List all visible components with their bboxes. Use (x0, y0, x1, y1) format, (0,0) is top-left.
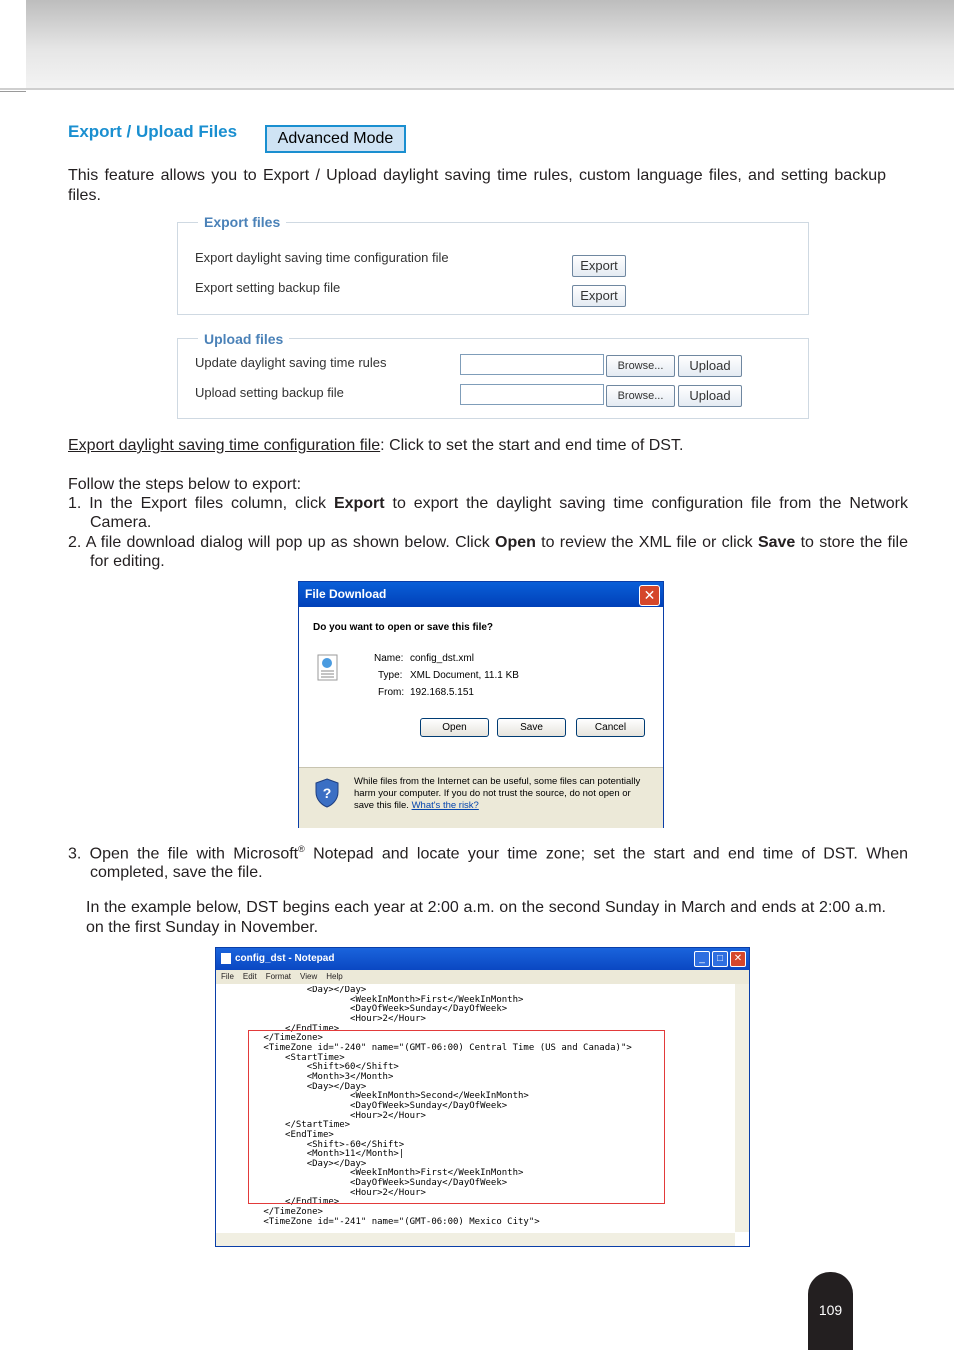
export-backup-button[interactable]: Export (572, 285, 626, 307)
notepad-app-icon (221, 953, 231, 964)
menu-file[interactable]: File (221, 972, 234, 981)
dialog-title: File Download (299, 582, 663, 607)
shield-icon (314, 778, 340, 808)
notepad-line: <TimeZone id="-241" name="(GMT-06:00) Mexico City"> (220, 1216, 540, 1227)
step-1-text-a: 1. In the Export files column, click (68, 495, 334, 512)
step-2-text-c: to store the file for editing. (90, 534, 909, 570)
upload-backup-label: Upload setting backup file (195, 385, 344, 400)
export-dst-term: Export daylight saving time configuration file (68, 437, 381, 454)
header-notch-rule (0, 91, 26, 92)
close-icon[interactable]: ✕ (730, 951, 746, 967)
type-label: Type: (378, 670, 403, 681)
export-backup-label: Export setting backup file (195, 280, 341, 295)
steps-intro: Follow the steps below to export: (68, 476, 302, 493)
upload-dst-browse-button[interactable]: Browse... (606, 355, 675, 377)
type-value: XML Document, 11.1 KB (410, 670, 519, 681)
warning-text: While files from the Internet can be useful, some files can potentially harm your computer. If you do not trust the source, do not open or save this file. (354, 776, 641, 811)
risk-link[interactable]: What's the risk? (411, 800, 479, 811)
upload-files-legend: Upload files (198, 331, 289, 347)
vertical-scrollbar[interactable] (735, 984, 749, 1232)
notepad-line: <WeekInMonth>First</WeekInMonth> (220, 1168, 524, 1179)
save-button[interactable]: Save (497, 718, 566, 737)
notepad-line: <DayOfWeek>Sunday</DayOfWeek> (220, 1004, 508, 1015)
xml-file-icon (316, 654, 340, 682)
horizontal-scrollbar[interactable] (216, 1233, 735, 1246)
export-files-panel (177, 222, 809, 315)
export-dst-description (68, 436, 886, 456)
notepad-line: </TimeZone> (220, 1033, 323, 1044)
step-3 (68, 840, 908, 882)
upload-dst-label: Update daylight saving time rules (195, 355, 387, 370)
notepad-line: <Shift>60</Shift> (220, 1062, 399, 1073)
header-rule (0, 88, 954, 90)
export-dst-desc-text: : Click to set the start and end time of DST. (380, 437, 684, 454)
menu-help[interactable]: Help (326, 972, 343, 981)
notepad-line: </StartTime> (220, 1120, 351, 1131)
step-1-text-b: to export the daylight saving time configuration file from the Network Camera. (90, 495, 908, 531)
menu-view[interactable]: View (300, 972, 318, 981)
minimize-icon[interactable]: _ (694, 951, 710, 967)
notepad-titlebar (216, 948, 749, 970)
name-value: config_dst.xml (410, 653, 474, 664)
notepad-line: <Hour>2</Hour> (220, 1187, 426, 1198)
step-2-bold-open: Open (495, 534, 536, 551)
notepad-line: <WeekInMonth>Second</WeekInMonth> (220, 1091, 529, 1102)
upload-dst-file-input[interactable] (460, 354, 604, 375)
highlight-box (248, 1030, 665, 1204)
export-dst-button[interactable]: Export (572, 255, 626, 277)
notepad-line: </EndTime> (220, 1197, 340, 1208)
export-files-legend: Export files (198, 214, 286, 230)
notepad-line: <Month>3</Month> (220, 1071, 394, 1082)
from-label: From: (378, 687, 405, 698)
step-2-bold-save: Save (757, 534, 796, 551)
registered-mark: ® (298, 844, 305, 854)
advanced-mode-badge: Advanced Mode (265, 125, 406, 153)
upload-backup-button[interactable]: Upload (678, 385, 742, 407)
header-band (0, 0, 954, 90)
svg-text:?: ? (322, 785, 332, 801)
notepad-line: <Month>11</Month>| (220, 1149, 405, 1160)
intro-paragraph: This feature allows you to Export / Upload daylight saving time rules, custom language files, and setting backup files. (68, 167, 886, 204)
notepad-line: <EndTime> (220, 1129, 334, 1140)
notepad-line: <Day></Day> (220, 986, 367, 995)
close-icon[interactable]: ✕ (639, 585, 660, 606)
section-title: Export / Upload Files (68, 122, 238, 141)
notepad-line: <TimeZone id="-240" name="(GMT-06:00) Central Time (US and Canada)"> (220, 1042, 632, 1053)
notepad-title: config_dst - Notepad (235, 953, 335, 964)
dialog-warning-text (354, 776, 650, 812)
maximize-icon[interactable]: □ (712, 951, 728, 967)
open-button[interactable]: Open (420, 718, 489, 737)
notepad-line: <WeekInMonth>First</WeekInMonth> (220, 994, 524, 1005)
notepad-line: <Hour>2</Hour> (220, 1013, 426, 1024)
step-2 (68, 533, 908, 571)
menu-format[interactable]: Format (265, 972, 292, 981)
header-notch (0, 0, 26, 92)
step-1 (68, 494, 908, 532)
step-3-text-b: Notepad and locate your time zone; set the start and end time of DST. When completed, save the file. (90, 845, 908, 882)
example-paragraph: In the example below, DST begins each year at 2:00 a.m. on the second Sunday in March and ends at 2:00 a.m. on the first Sunday in November. (86, 899, 886, 936)
step-2-text-a: 2. A file download dialog will pop up as shown below. Click (68, 534, 495, 551)
menu-edit[interactable]: Edit (242, 972, 257, 981)
upload-backup-file-input[interactable] (460, 384, 604, 405)
notepad-line: <DayOfWeek>Sunday</DayOfWeek> (220, 1178, 508, 1189)
from-value: 192.168.5.151 (410, 687, 474, 698)
notepad-line: </EndTime> (220, 1023, 340, 1034)
notepad-line: <Day></Day> (220, 1158, 367, 1169)
step-3-text-a: 3. Open the file with Microsoft (68, 845, 299, 863)
step-2-text-b: to review the XML file or click (535, 534, 758, 551)
notepad-line: <Day></Day> (220, 1081, 367, 1092)
upload-dst-button[interactable]: Upload (678, 355, 742, 377)
notepad-line: </TimeZone> (220, 1207, 323, 1218)
dialog-body (299, 607, 663, 767)
name-label: Name: (374, 653, 404, 664)
notepad-line: <Shift>-60</Shift> (220, 1139, 405, 1150)
step-1-bold: Export (333, 495, 385, 512)
cancel-button[interactable]: Cancel (576, 718, 645, 737)
file-download-dialog (298, 581, 664, 828)
page-number: 109 (818, 1302, 843, 1318)
notepad-menubar (216, 970, 749, 984)
notepad-line: <Hour>2</Hour> (220, 1110, 426, 1121)
export-dst-label: Export daylight saving time configuration file (195, 250, 449, 265)
notepad-line: <DayOfWeek>Sunday</DayOfWeek> (220, 1100, 508, 1111)
dialog-warning-area (299, 767, 663, 828)
notepad-line: <StartTime> (220, 1052, 345, 1063)
upload-backup-browse-button[interactable]: Browse... (606, 385, 675, 407)
dialog-question: Do you want to open or save this file? (313, 622, 494, 633)
